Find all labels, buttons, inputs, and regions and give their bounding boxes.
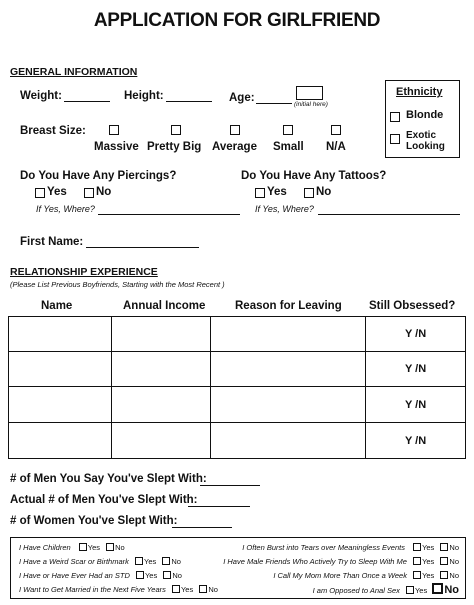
size-small-label: Small (273, 141, 304, 153)
size-na-label: N/A (326, 141, 346, 153)
income-cell[interactable] (111, 317, 210, 352)
std-yes-checkbox[interactable] (136, 571, 144, 579)
initial-box[interactable] (296, 86, 323, 100)
general-heading: GENERAL INFORMATION (10, 66, 138, 78)
age-label: Age: (229, 92, 255, 104)
piercings-where-label: If Yes, Where? (36, 204, 95, 214)
tattoos-where-label: If Yes, Where? (255, 204, 314, 214)
blonde-label: Blonde (406, 109, 444, 121)
initial-here-label: (initial here) (294, 101, 328, 108)
obsessed-cell[interactable]: Y /N (366, 387, 466, 423)
first-name-field[interactable] (86, 247, 199, 248)
name-cell[interactable] (9, 387, 112, 423)
reason-cell[interactable] (210, 387, 366, 423)
men-say-label: # of Men You Say You've Slept With: (10, 473, 207, 485)
tears-yes-checkbox[interactable] (413, 543, 421, 551)
married-no-checkbox[interactable] (199, 585, 207, 593)
reason-cell[interactable] (210, 317, 366, 352)
exotic-checkbox[interactable] (390, 134, 400, 144)
table-row (9, 423, 466, 459)
piercings-question: Do You Have Any Piercings? (20, 170, 177, 182)
tattoos-yes-label: Yes (267, 186, 287, 198)
income-cell[interactable] (111, 423, 210, 459)
scar-no-checkbox[interactable] (162, 557, 170, 565)
blonde-checkbox[interactable] (390, 112, 400, 122)
average-checkbox[interactable] (230, 125, 240, 135)
pretty-big-checkbox[interactable] (171, 125, 181, 135)
male-friends-no-checkbox[interactable] (440, 557, 448, 565)
obsessed-cell[interactable]: Y /N (366, 423, 466, 459)
tattoos-yes-checkbox[interactable] (255, 188, 265, 198)
massive-checkbox[interactable] (109, 125, 119, 135)
reason-cell[interactable] (210, 352, 366, 387)
name-cell[interactable] (9, 317, 112, 352)
size-massive-label: Massive (94, 141, 139, 153)
piercings-no-checkbox[interactable] (84, 188, 94, 198)
table-row (9, 352, 466, 387)
col-reason-for-leaving: Reason for Leaving (235, 300, 342, 312)
list-item: I Have Children Yes No (19, 543, 125, 552)
list-item: I Have Male Friends Who Actively Try to Sleep With Me Yes No (223, 557, 459, 566)
men-say-field[interactable] (200, 485, 260, 486)
std-no-checkbox[interactable] (163, 571, 171, 579)
reason-cell[interactable] (210, 423, 366, 459)
married-yes-checkbox[interactable] (172, 585, 180, 593)
name-cell[interactable] (9, 423, 112, 459)
relationship-subheading: (Please List Previous Boyfriends, Starting with the Most Recent ) (10, 280, 225, 289)
checklist-box (10, 537, 466, 599)
list-item: I Have or Have Ever Had an STD Yes No (19, 571, 182, 580)
piercings-yes-label: Yes (47, 186, 67, 198)
mom-yes-checkbox[interactable] (413, 571, 421, 579)
tattoos-no-label: No (316, 186, 332, 198)
list-item: I Often Burst into Tears over Meaningless Events Yes No (242, 543, 459, 552)
income-cell[interactable] (111, 387, 210, 423)
tattoos-where-field[interactable] (318, 214, 460, 215)
piercings-yes-checkbox[interactable] (35, 188, 45, 198)
ethnicity-heading: Ethnicity (396, 86, 443, 98)
opposed-no-checkbox[interactable] (432, 583, 443, 594)
piercings-where-field[interactable] (98, 214, 240, 215)
piercings-no-label: No (96, 186, 112, 198)
height-field[interactable] (166, 101, 212, 102)
list-item: I am Opposed to Anal Sex Yes No (312, 584, 459, 596)
obsessed-cell[interactable]: Y /N (366, 317, 466, 352)
first-name-label: First Name: (20, 236, 84, 248)
tattoos-question: Do You Have Any Tattoos? (241, 170, 387, 182)
obsessed-cell[interactable]: Y /N (366, 352, 466, 387)
men-actual-label: Actual # of Men You've Slept With: (10, 494, 198, 506)
name-cell[interactable] (9, 352, 112, 387)
tears-no-checkbox[interactable] (440, 543, 448, 551)
weight-label: Weight: (20, 90, 62, 102)
scar-yes-checkbox[interactable] (135, 557, 143, 565)
children-yes-checkbox[interactable] (79, 543, 87, 551)
table-row (9, 317, 466, 352)
breast-size-label: Breast Size: (20, 125, 86, 137)
children-no-checkbox[interactable] (106, 543, 114, 551)
income-cell[interactable] (111, 352, 210, 387)
size-average-label: Average (212, 141, 257, 153)
col-name: Name (41, 300, 73, 312)
small-checkbox[interactable] (283, 125, 293, 135)
list-item: I Have a Weird Scar or Birthmark Yes No (19, 557, 181, 566)
exotic-label: Exotic Looking (406, 130, 445, 152)
men-actual-field[interactable] (188, 506, 250, 507)
women-field[interactable] (172, 527, 232, 528)
size-pretty-big-label: Pretty Big (147, 141, 202, 153)
tattoos-no-checkbox[interactable] (304, 188, 314, 198)
col-still-obsessed: Still Obsessed? (369, 300, 456, 312)
list-item: I Want to Get Married in the Next Five Years Yes No (19, 585, 218, 594)
col-annual-income: Annual Income (123, 300, 206, 312)
form-title: APPLICATION FOR GIRLFRIEND (93, 10, 381, 31)
relationship-table (8, 316, 466, 459)
table-row (9, 387, 466, 423)
na-checkbox[interactable] (331, 125, 341, 135)
relationship-heading: RELATIONSHIP EXPERIENCE (10, 266, 158, 278)
age-field[interactable] (256, 103, 292, 104)
women-label: # of Women You've Slept With: (10, 515, 178, 527)
male-friends-yes-checkbox[interactable] (413, 557, 421, 565)
height-label: Height: (124, 90, 164, 102)
weight-field[interactable] (64, 101, 110, 102)
list-item: I Call My Mom More Than Once a Week Yes No (273, 571, 459, 580)
ethnicity-box (385, 80, 460, 158)
mom-no-checkbox[interactable] (440, 571, 448, 579)
opposed-yes-checkbox[interactable] (406, 586, 414, 594)
